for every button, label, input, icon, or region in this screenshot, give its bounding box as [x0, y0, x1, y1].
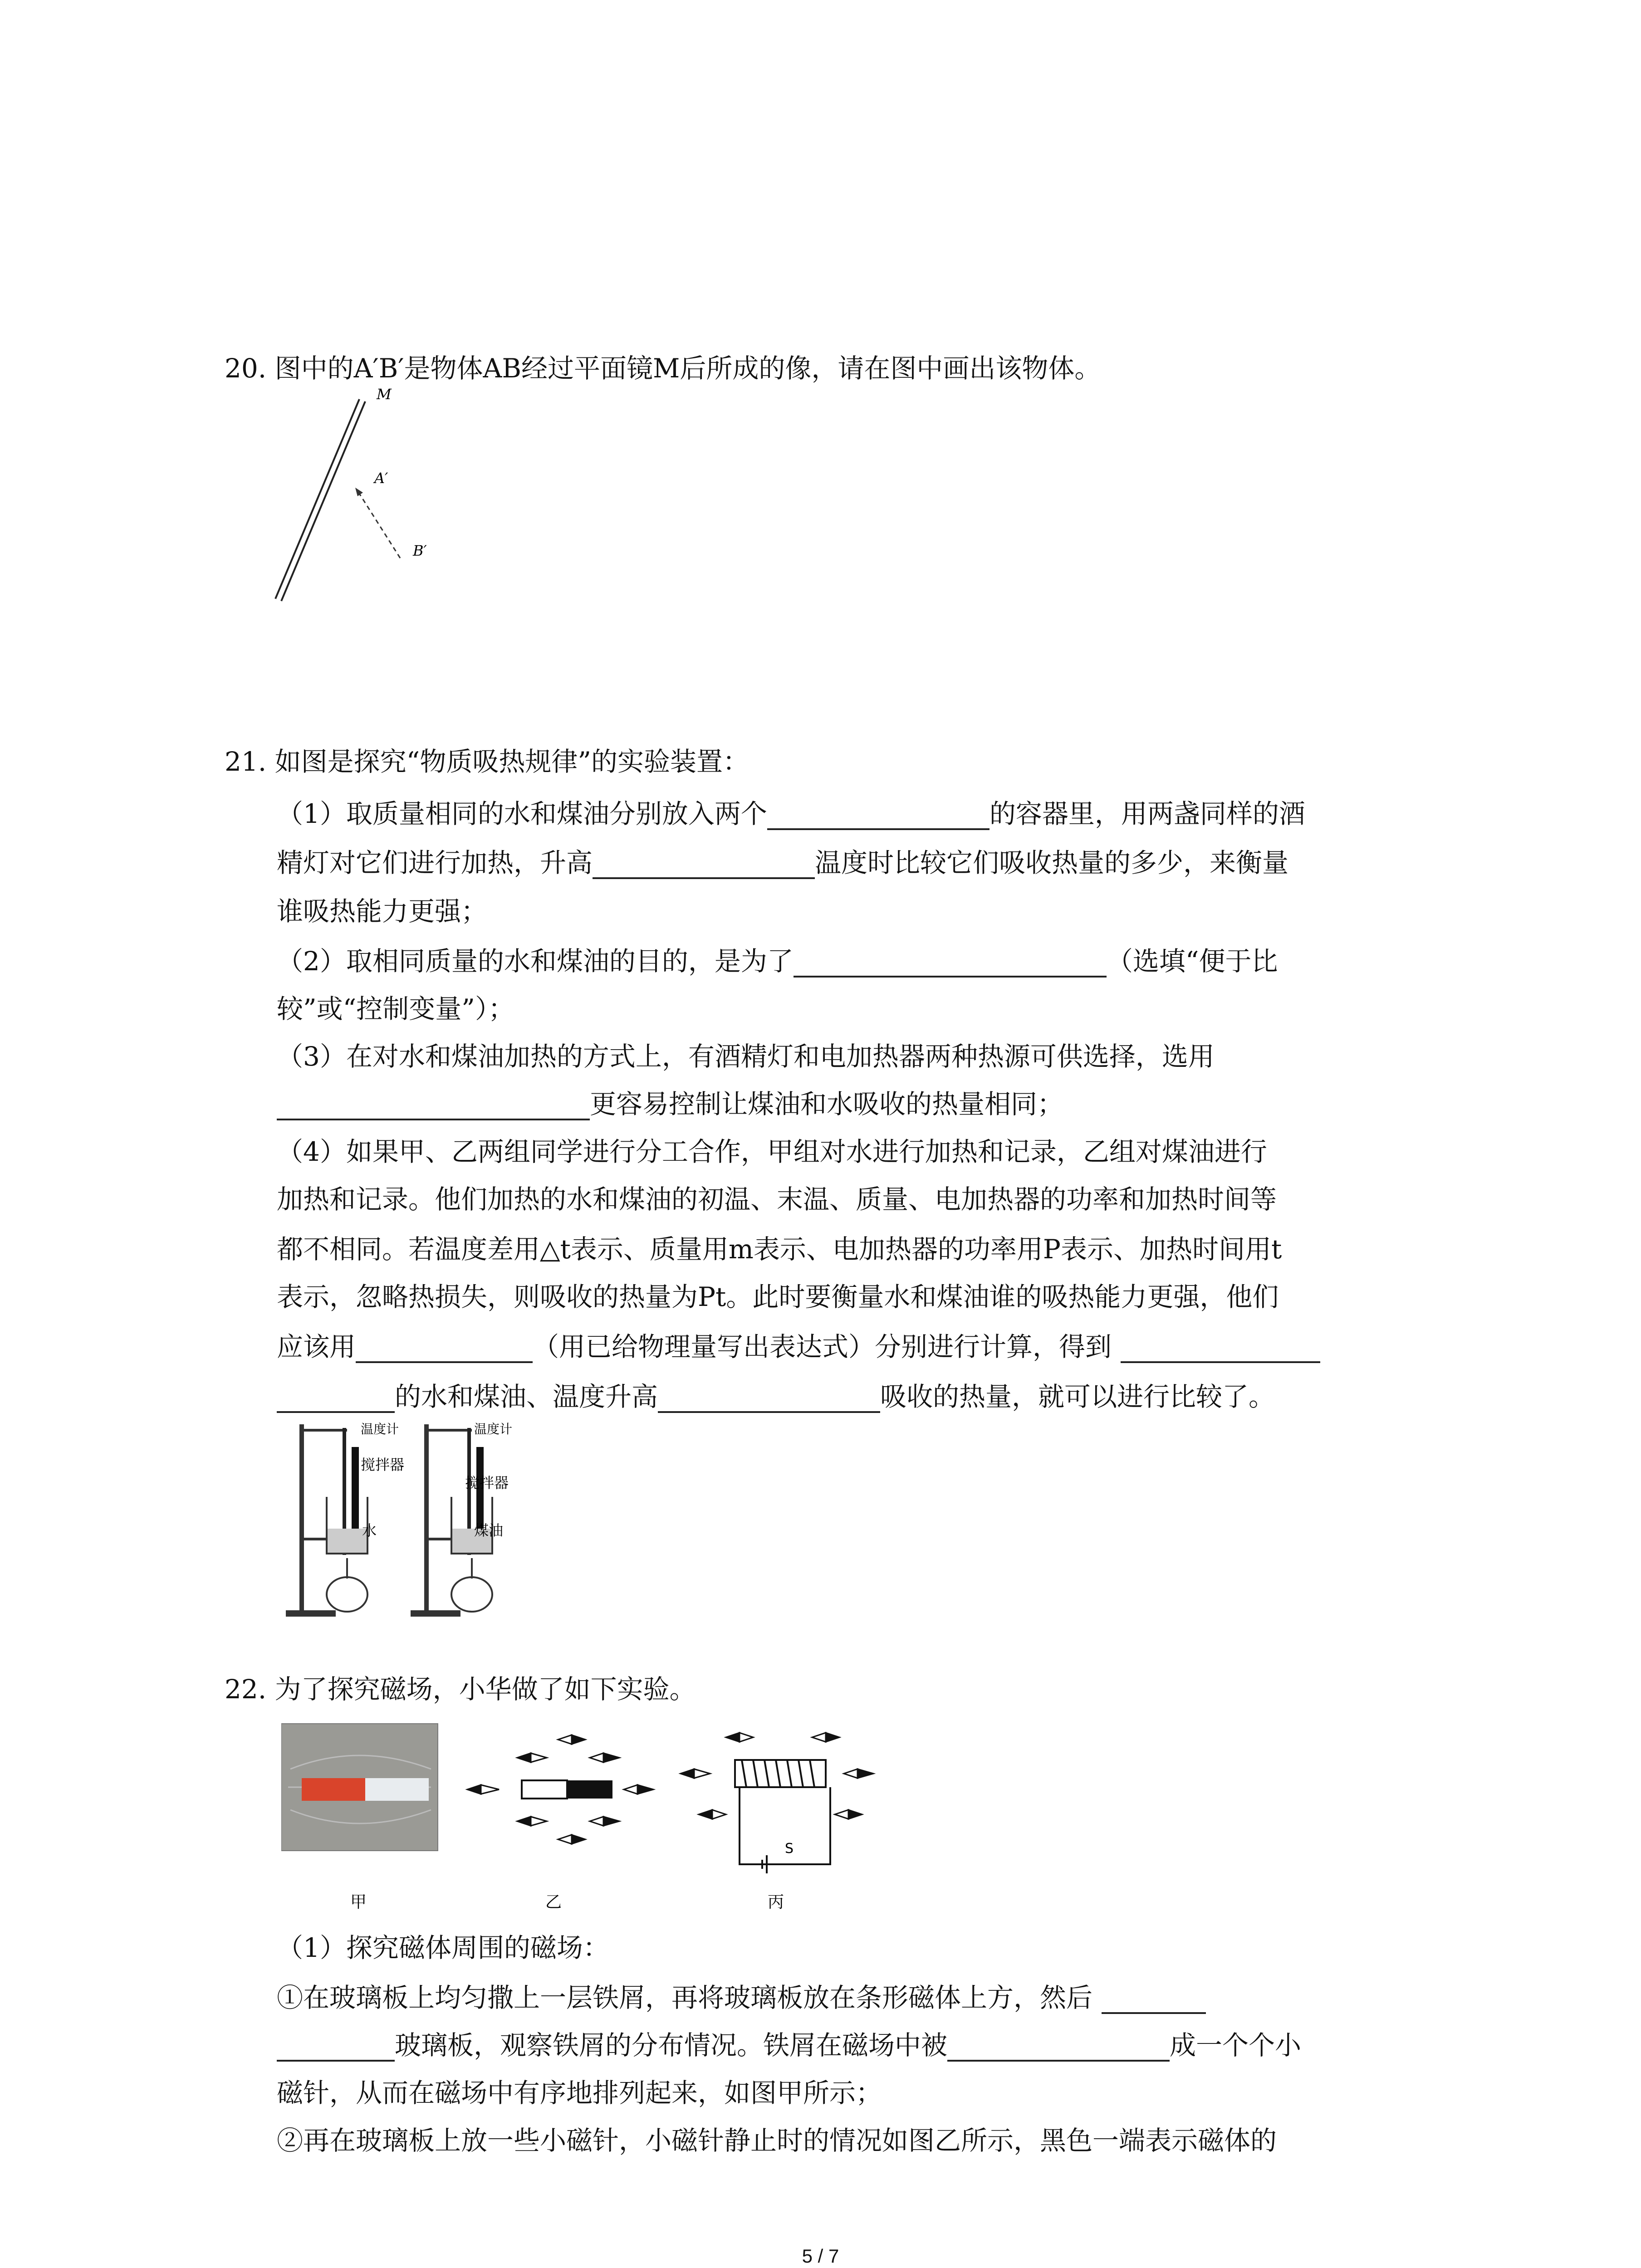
page-number: 5 / 7 [802, 2245, 839, 2267]
q21-p1c: 精灯对它们进行加热，升高 [277, 847, 593, 878]
blank-container-type[interactable] [767, 803, 989, 830]
label-kerosene: 煤油 [474, 1522, 504, 1539]
label-stirrer-2: 搅拌器 [465, 1474, 509, 1491]
label-jia: 甲 [350, 1893, 367, 1911]
q21-p4c: 都不相同。若温度差用△t表示、质量用m表示、电加热器的功率用P表示、加热时间用t [277, 1234, 1282, 1265]
q22-line-s1b [277, 2030, 1301, 2062]
blank-unit-mass-part1[interactable] [1121, 1336, 1320, 1363]
q22-figures [281, 1715, 926, 1914]
q21-p1b: 的容器里，用两盏同样的酒 [989, 798, 1305, 829]
q22-s1a: ①在玻璃板上均匀撒上一层铁屑，再将玻璃板放在条形磁体上方，然后 [277, 1982, 1093, 2013]
q21-p4g: 的水和煤油、温度升高 [395, 1381, 658, 1412]
label-water: 水 [362, 1522, 377, 1539]
q21-p2b: （选填“便于比 [1106, 946, 1278, 977]
q22-s1c: 成一个个小 [1170, 2030, 1302, 2061]
q22-sub1: （1）探究磁体周围的磁场： [277, 1932, 609, 1963]
q21-p3b: 更容易控制让煤油和水吸收的热量相同； [590, 1089, 1064, 1119]
q22-s1b: 玻璃板，观察铁屑的分布情况。铁屑在磁场中被 [395, 2030, 948, 2061]
fig-bing-solenoid [681, 1733, 873, 1873]
q22-s2a: ②再在玻璃板上放一些小磁针，小磁针静止时的情况如图乙所示，黑色一端表示磁体的 [277, 2125, 1277, 2156]
q21-line13 [277, 1381, 1275, 1413]
label-A-prime: A′ [374, 469, 388, 487]
q21-p1a: （1）取质量相同的水和煤油分别放入两个 [277, 798, 767, 829]
blank-heat-source[interactable] [277, 1093, 590, 1120]
q21-line1 [277, 798, 1305, 830]
q21-line2 [277, 847, 1288, 879]
q21-p4a: （4）如果甲、乙两组同学进行分工合作，甲组对水进行加热和记录，乙组对煤油进行 [277, 1136, 1267, 1167]
blank-temperature[interactable] [593, 852, 815, 879]
blank-unit-mass-part2[interactable] [277, 1386, 395, 1413]
q21-line12 [277, 1331, 1320, 1363]
q21-p4b: 加热和记录。他们加热的水和煤油的初温、末温、质量、电加热器的功率和加热时间等 [277, 1184, 1277, 1215]
q21-p4h: 吸收的热量，就可以进行比较了。 [880, 1381, 1275, 1412]
apparatus-water [286, 1422, 404, 1617]
q21-line4 [277, 946, 1278, 978]
q21-p4f: （用已给物理量写出表达式）分别进行计算，得到 [533, 1331, 1112, 1362]
label-M: M [377, 386, 392, 403]
q21-title: 21. 如图是探究“物质吸热规律”的实验装置： [225, 746, 749, 777]
q20-text: 20. 图中的A′B′是物体AB经过平面镜M后所成的像，请在图中画出该物体。 [225, 353, 1101, 384]
fig-yi-bar-magnet [467, 1735, 653, 1844]
q21-apparatus-figure [281, 1415, 563, 1624]
blank-magnetized[interactable] [947, 2034, 1170, 2062]
label-B-prime: B′ [413, 542, 427, 559]
fig-jia-iron-filings [281, 1724, 438, 1851]
blank-purpose[interactable] [794, 950, 1107, 978]
blank-expression[interactable] [356, 1336, 533, 1363]
q21-p4d: 表示，忽略热损失，则吸收的热量为Pt。此时要衡量水和煤油谁的吸热能力更强，他们 [277, 1281, 1279, 1312]
q20-mirror-figure [263, 381, 454, 617]
apparatus-kerosene [411, 1422, 512, 1617]
q21-p3a: （3）在对水和煤油加热的方式上，有酒精灯和电加热器两种热源可供选择，选用 [277, 1041, 1215, 1072]
q21-p1e: 谁吸热能力更强； [277, 896, 488, 927]
q21-p2a: （2）取相同质量的水和煤油的目的，是为了 [277, 946, 794, 977]
q21-line7 [277, 1089, 1063, 1120]
q22-line-s1a [277, 1982, 1206, 2014]
blank-action-part1[interactable] [1102, 1987, 1206, 2014]
label-thermometer-2: 温度计 [474, 1422, 513, 1437]
label-yi: 乙 [545, 1893, 562, 1911]
q22-title: 22. 为了探究磁场，小华做了如下实验。 [225, 1674, 696, 1705]
q22-s1d: 磁针，从而在磁场中有序地排列起来，如图甲所示； [277, 2077, 882, 2108]
q21-p4e: 应该用 [277, 1331, 356, 1362]
label-thermometer-1: 温度计 [361, 1422, 399, 1437]
label-switch-S: S [785, 1841, 794, 1857]
q21-p2c: 较”或“控制变量”）； [277, 993, 514, 1024]
label-bing: 丙 [767, 1893, 784, 1911]
q21-p1d: 温度时比较它们吸收热量的多少，来衡量 [815, 847, 1289, 878]
blank-temp-rise[interactable] [658, 1386, 880, 1413]
blank-action-part2[interactable] [277, 2034, 395, 2062]
label-stirrer-1: 搅拌器 [361, 1456, 405, 1473]
